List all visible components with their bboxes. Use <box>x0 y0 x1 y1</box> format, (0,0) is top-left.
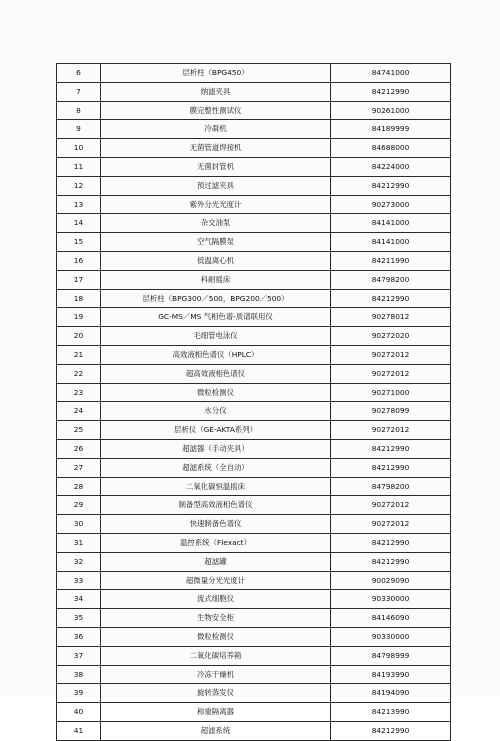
hs-code-cell: 90273000 <box>331 195 451 214</box>
table-row <box>57 270 451 289</box>
equipment-table-body <box>57 64 451 741</box>
row-number-cell: 33 <box>57 571 101 590</box>
hs-code-cell: 84798200 <box>331 477 451 496</box>
row-number-cell: 35 <box>57 609 101 628</box>
equipment-name-cell: 温控系统（Flexact） <box>101 533 331 552</box>
equipment-name-cell: 超微量分光光度计 <box>101 571 331 590</box>
table-row <box>57 646 451 665</box>
table-row <box>57 289 451 308</box>
row-number-cell: 6 <box>57 64 101 83</box>
equipment-name-cell: 超高效液相色谱仪 <box>101 364 331 383</box>
table-row <box>57 383 451 402</box>
hs-code-cell: 90272012 <box>331 496 451 515</box>
row-number-cell: 39 <box>57 684 101 703</box>
equipment-name-cell: GC-MS／MS 气相色谱-质谱联用仪 <box>101 308 331 327</box>
equipment-name-cell: 纳滤夹具 <box>101 82 331 101</box>
row-number-cell: 24 <box>57 402 101 421</box>
table-row <box>57 496 451 515</box>
table-row <box>57 251 451 270</box>
hs-code-cell: 84212990 <box>331 289 451 308</box>
table-row <box>57 421 451 440</box>
equipment-name-cell: 毛细管电泳仪 <box>101 327 331 346</box>
table-row <box>57 101 451 120</box>
equipment-name-cell: 科耐摇床 <box>101 270 331 289</box>
row-number-cell: 31 <box>57 533 101 552</box>
hs-code-cell: 84194090 <box>331 684 451 703</box>
table-row <box>57 402 451 421</box>
table-row <box>57 157 451 176</box>
hs-code-cell: 90272020 <box>331 327 451 346</box>
equipment-name-cell: 冷冻干燥机 <box>101 665 331 684</box>
row-number-cell: 19 <box>57 308 101 327</box>
row-number-cell: 26 <box>57 439 101 458</box>
row-number-cell: 21 <box>57 345 101 364</box>
table-row <box>57 684 451 703</box>
hs-code-cell: 90330000 <box>331 627 451 646</box>
table-row <box>57 195 451 214</box>
hs-code-cell: 84212990 <box>331 82 451 101</box>
table-row <box>57 64 451 83</box>
table-row <box>57 703 451 722</box>
row-number-cell: 22 <box>57 364 101 383</box>
equipment-name-cell: 微粒检测仪 <box>101 383 331 402</box>
hs-code-cell: 90272012 <box>331 421 451 440</box>
row-number-cell: 30 <box>57 515 101 534</box>
hs-code-cell: 84212990 <box>331 533 451 552</box>
hs-code-cell: 90278099 <box>331 402 451 421</box>
row-number-cell: 18 <box>57 289 101 308</box>
row-number-cell: 23 <box>57 383 101 402</box>
equipment-name-cell: 超滤器（手动夹具） <box>101 439 331 458</box>
row-number-cell: 11 <box>57 157 101 176</box>
equipment-name-cell: 称重隔离器 <box>101 703 331 722</box>
hs-code-cell: 84741000 <box>331 64 451 83</box>
row-number-cell: 36 <box>57 627 101 646</box>
row-number-cell: 20 <box>57 327 101 346</box>
hs-code-cell: 84212990 <box>331 176 451 195</box>
table-row <box>57 439 451 458</box>
equipment-name-cell: 高效液相色谱仪（HPLC） <box>101 345 331 364</box>
hs-code-cell: 90261000 <box>331 101 451 120</box>
hs-code-cell: 90029090 <box>331 571 451 590</box>
row-number-cell: 8 <box>57 101 101 120</box>
row-number-cell: 9 <box>57 120 101 139</box>
table-row <box>57 533 451 552</box>
equipment-name-cell: 二氧化碳恒温摇床 <box>101 477 331 496</box>
hs-code-cell: 90271000 <box>331 383 451 402</box>
row-number-cell: 16 <box>57 251 101 270</box>
hs-code-cell: 84189999 <box>331 120 451 139</box>
table-row <box>57 552 451 571</box>
hs-code-cell: 84141000 <box>331 214 451 233</box>
hs-code-cell: 84798200 <box>331 270 451 289</box>
table-row <box>57 139 451 158</box>
equipment-name-cell: 冷凝机 <box>101 120 331 139</box>
hs-code-cell: 90330000 <box>331 590 451 609</box>
table-row <box>57 214 451 233</box>
row-number-cell: 13 <box>57 195 101 214</box>
equipment-name-cell: 快速制备色谱仪 <box>101 515 331 534</box>
equipment-name-cell: 层析柱（BPG300／500，BPG200／500） <box>101 289 331 308</box>
row-number-cell: 41 <box>57 721 101 740</box>
equipment-name-cell: 层析仪（GE-AKTA系列） <box>101 421 331 440</box>
hs-code-cell: 84798999 <box>331 646 451 665</box>
equipment-name-cell: 层析柱（BPG450） <box>101 64 331 83</box>
equipment-name-cell: 制备型高效液相色谱仪 <box>101 496 331 515</box>
equipment-name-cell: 杂交油泵 <box>101 214 331 233</box>
table-row <box>57 308 451 327</box>
row-number-cell: 38 <box>57 665 101 684</box>
table-row <box>57 233 451 252</box>
equipment-table <box>56 63 451 741</box>
hs-code-cell: 90272012 <box>331 364 451 383</box>
table-row <box>57 609 451 628</box>
equipment-name-cell: 膜完整性测试仪 <box>101 101 331 120</box>
hs-code-cell: 84224000 <box>331 157 451 176</box>
equipment-name-cell: 紫外分光光度计 <box>101 195 331 214</box>
equipment-name-cell: 超滤罐 <box>101 552 331 571</box>
table-row <box>57 721 451 740</box>
equipment-name-cell: 生物安全柜 <box>101 609 331 628</box>
row-number-cell: 12 <box>57 176 101 195</box>
hs-code-cell: 84212990 <box>331 721 451 740</box>
equipment-name-cell: 旋转蒸发仪 <box>101 684 331 703</box>
equipment-name-cell: 微粒检测仪 <box>101 627 331 646</box>
row-number-cell: 10 <box>57 139 101 158</box>
hs-code-cell: 84193990 <box>331 665 451 684</box>
table-row <box>57 477 451 496</box>
equipment-name-cell: 二氧化碳培养箱 <box>101 646 331 665</box>
row-number-cell: 32 <box>57 552 101 571</box>
row-number-cell: 25 <box>57 421 101 440</box>
equipment-name-cell: 空气隔膜泵 <box>101 233 331 252</box>
equipment-name-cell: 无菌封管机 <box>101 157 331 176</box>
table-row <box>57 665 451 684</box>
equipment-name-cell: 流式细胞仪 <box>101 590 331 609</box>
hs-code-cell: 84212990 <box>331 439 451 458</box>
row-number-cell: 15 <box>57 233 101 252</box>
hs-code-cell: 84212990 <box>331 552 451 571</box>
row-number-cell: 29 <box>57 496 101 515</box>
table-row <box>57 590 451 609</box>
hs-code-cell: 84146090 <box>331 609 451 628</box>
hs-code-cell: 84688000 <box>331 139 451 158</box>
table-row <box>57 571 451 590</box>
hs-code-cell: 84213990 <box>331 703 451 722</box>
table-row <box>57 82 451 101</box>
row-number-cell: 34 <box>57 590 101 609</box>
table-row <box>57 120 451 139</box>
hs-code-cell: 84211990 <box>331 251 451 270</box>
equipment-name-cell: 水分仪 <box>101 402 331 421</box>
row-number-cell: 17 <box>57 270 101 289</box>
table-row <box>57 627 451 646</box>
hs-code-cell: 90278012 <box>331 308 451 327</box>
row-number-cell: 27 <box>57 458 101 477</box>
table-row <box>57 176 451 195</box>
table-row <box>57 364 451 383</box>
row-number-cell: 40 <box>57 703 101 722</box>
equipment-name-cell: 无菌管道焊接机 <box>101 139 331 158</box>
equipment-name-cell: 低温离心机 <box>101 251 331 270</box>
hs-code-cell: 90272012 <box>331 345 451 364</box>
table-row <box>57 345 451 364</box>
row-number-cell: 7 <box>57 82 101 101</box>
row-number-cell: 28 <box>57 477 101 496</box>
hs-code-cell: 84212990 <box>331 458 451 477</box>
row-number-cell: 14 <box>57 214 101 233</box>
hs-code-cell: 84141000 <box>331 233 451 252</box>
equipment-name-cell: 超滤系统 <box>101 721 331 740</box>
hs-code-cell: 90272012 <box>331 515 451 534</box>
row-number-cell: 37 <box>57 646 101 665</box>
equipment-name-cell: 预过滤夹具 <box>101 176 331 195</box>
table-row <box>57 515 451 534</box>
equipment-name-cell: 超滤系统（全自动） <box>101 458 331 477</box>
table-row <box>57 327 451 346</box>
table-row <box>57 458 451 477</box>
